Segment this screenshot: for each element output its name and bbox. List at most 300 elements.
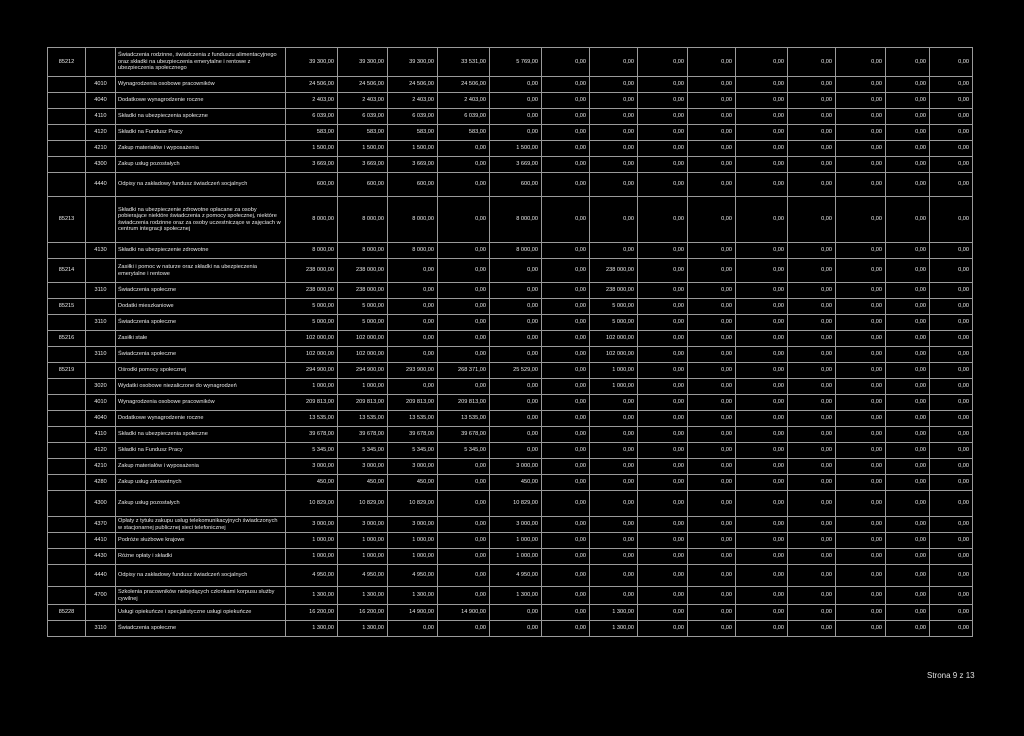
cell-value: 0,00 bbox=[788, 331, 836, 347]
cell-value: 0,00 bbox=[542, 605, 590, 621]
cell-value: 1 300,00 bbox=[286, 587, 338, 605]
cell-value: 0,00 bbox=[788, 491, 836, 517]
cell-value: 5 000,00 bbox=[338, 315, 388, 331]
cell-value: 0,00 bbox=[542, 443, 590, 459]
cell-value: 1 300,00 bbox=[338, 621, 388, 637]
cell-value: 0,00 bbox=[688, 173, 736, 197]
cell-value: 0,00 bbox=[930, 347, 973, 363]
cell-dzial bbox=[48, 93, 86, 109]
cell-value: 0,00 bbox=[438, 587, 490, 605]
cell-value: 0,00 bbox=[542, 259, 590, 283]
cell-value: 0,00 bbox=[930, 363, 973, 379]
cell-nazwa: Składki na Fundusz Pracy bbox=[116, 443, 286, 459]
cell-value: 0,00 bbox=[930, 173, 973, 197]
cell-value: 0,00 bbox=[490, 331, 542, 347]
cell-value: 1 300,00 bbox=[338, 587, 388, 605]
cell-value: 0,00 bbox=[590, 125, 638, 141]
table-row bbox=[48, 443, 973, 459]
cell-value: 0,00 bbox=[736, 173, 788, 197]
cell-nazwa: Zakup materiałów i wyposażenia bbox=[116, 141, 286, 157]
cell-dzial bbox=[48, 517, 86, 533]
cell-paragraf: 4120 bbox=[86, 125, 116, 141]
cell-value: 238 000,00 bbox=[338, 283, 388, 299]
cell-value: 3 000,00 bbox=[388, 517, 438, 533]
cell-value: 0,00 bbox=[736, 411, 788, 427]
cell-value: 0,00 bbox=[836, 475, 886, 491]
cell-value: 0,00 bbox=[836, 48, 886, 77]
cell-value: 39 300,00 bbox=[388, 48, 438, 77]
table-row bbox=[48, 299, 973, 315]
cell-value: 0,00 bbox=[542, 77, 590, 93]
cell-value: 6 039,00 bbox=[438, 109, 490, 125]
cell-value: 0,00 bbox=[930, 157, 973, 173]
cell-value: 0,00 bbox=[590, 77, 638, 93]
cell-value: 600,00 bbox=[338, 173, 388, 197]
table-row bbox=[48, 109, 973, 125]
cell-value: 0,00 bbox=[886, 259, 930, 283]
cell-dzial bbox=[48, 565, 86, 587]
cell-value: 0,00 bbox=[736, 141, 788, 157]
cell-value: 0,00 bbox=[836, 363, 886, 379]
cell-dzial bbox=[48, 443, 86, 459]
cell-paragraf: 3110 bbox=[86, 347, 116, 363]
cell-value: 0,00 bbox=[688, 299, 736, 315]
cell-value: 1 000,00 bbox=[388, 533, 438, 549]
cell-value: 0,00 bbox=[736, 93, 788, 109]
cell-value: 39 678,00 bbox=[286, 427, 338, 443]
cell-value: 0,00 bbox=[438, 141, 490, 157]
cell-value: 0,00 bbox=[638, 533, 688, 549]
cell-value: 0,00 bbox=[736, 243, 788, 259]
cell-dzial bbox=[48, 173, 86, 197]
cell-value: 1 000,00 bbox=[286, 379, 338, 395]
cell-value: 0,00 bbox=[638, 197, 688, 243]
cell-value: 0,00 bbox=[788, 565, 836, 587]
cell-value: 0,00 bbox=[590, 109, 638, 125]
cell-value: 1 500,00 bbox=[338, 141, 388, 157]
cell-value: 0,00 bbox=[590, 157, 638, 173]
cell-value: 0,00 bbox=[736, 533, 788, 549]
cell-nazwa: Składki na ubezpieczenie zdrowotne opłacane za osoby pobierające niektóre świadczenia z pomocy społecznej, niektóre świadczenia rodzinne oraz za osoby uczestniczące w zajęciach w centrum integracji społecznej bbox=[116, 197, 286, 243]
cell-value: 0,00 bbox=[688, 459, 736, 475]
cell-value: 102 000,00 bbox=[590, 331, 638, 347]
table-row bbox=[48, 379, 973, 395]
cell-value: 0,00 bbox=[886, 299, 930, 315]
cell-value: 0,00 bbox=[438, 299, 490, 315]
cell-value: 0,00 bbox=[688, 621, 736, 637]
cell-value: 0,00 bbox=[788, 315, 836, 331]
cell-value: 5 000,00 bbox=[590, 299, 638, 315]
cell-value: 0,00 bbox=[886, 283, 930, 299]
cell-value: 8 000,00 bbox=[388, 197, 438, 243]
cell-value: 0,00 bbox=[388, 259, 438, 283]
cell-value: 10 829,00 bbox=[388, 491, 438, 517]
cell-value: 0,00 bbox=[736, 587, 788, 605]
cell-value: 0,00 bbox=[688, 379, 736, 395]
cell-nazwa: Składki na ubezpieczenia społeczne bbox=[116, 427, 286, 443]
cell-value: 102 000,00 bbox=[286, 331, 338, 347]
cell-value: 209 813,00 bbox=[438, 395, 490, 411]
cell-value: 0,00 bbox=[836, 395, 886, 411]
cell-value: 238 000,00 bbox=[590, 283, 638, 299]
cell-value: 0,00 bbox=[736, 197, 788, 243]
cell-value: 0,00 bbox=[638, 125, 688, 141]
cell-value: 0,00 bbox=[736, 299, 788, 315]
cell-nazwa: Składki na ubezpieczenia społeczne bbox=[116, 109, 286, 125]
cell-value: 583,00 bbox=[438, 125, 490, 141]
cell-value: 0,00 bbox=[590, 141, 638, 157]
cell-value: 0,00 bbox=[836, 549, 886, 565]
cell-paragraf: 4040 bbox=[86, 93, 116, 109]
cell-value: 0,00 bbox=[388, 283, 438, 299]
cell-value: 2 403,00 bbox=[438, 93, 490, 109]
table-row bbox=[48, 197, 973, 243]
cell-value: 0,00 bbox=[788, 173, 836, 197]
cell-nazwa: Ośrodki pomocy społecznej bbox=[116, 363, 286, 379]
cell-value: 0,00 bbox=[736, 331, 788, 347]
cell-value: 0,00 bbox=[836, 77, 886, 93]
cell-value: 24 506,00 bbox=[438, 77, 490, 93]
table-row bbox=[48, 427, 973, 443]
cell-value: 5 345,00 bbox=[338, 443, 388, 459]
cell-value: 0,00 bbox=[638, 587, 688, 605]
cell-value: 5 345,00 bbox=[438, 443, 490, 459]
table-row bbox=[48, 141, 973, 157]
cell-paragraf: 4700 bbox=[86, 587, 116, 605]
cell-value: 0,00 bbox=[490, 125, 542, 141]
cell-value: 0,00 bbox=[688, 93, 736, 109]
cell-value: 0,00 bbox=[688, 125, 736, 141]
cell-value: 1 000,00 bbox=[286, 533, 338, 549]
cell-value: 0,00 bbox=[638, 411, 688, 427]
cell-value: 1 300,00 bbox=[490, 587, 542, 605]
cell-value: 1 000,00 bbox=[286, 549, 338, 565]
cell-paragraf: 4120 bbox=[86, 443, 116, 459]
cell-value: 0,00 bbox=[836, 93, 886, 109]
cell-value: 0,00 bbox=[886, 48, 930, 77]
cell-value: 8 000,00 bbox=[338, 197, 388, 243]
cell-value: 10 829,00 bbox=[338, 491, 388, 517]
cell-value: 0,00 bbox=[490, 259, 542, 283]
cell-paragraf: 4110 bbox=[86, 109, 116, 125]
cell-value: 0,00 bbox=[638, 243, 688, 259]
cell-value: 0,00 bbox=[930, 48, 973, 77]
cell-value: 0,00 bbox=[688, 157, 736, 173]
cell-value: 102 000,00 bbox=[338, 347, 388, 363]
cell-value: 1 000,00 bbox=[338, 533, 388, 549]
cell-value: 39 300,00 bbox=[338, 48, 388, 77]
cell-nazwa: Wynagrodzenia osobowe pracowników bbox=[116, 77, 286, 93]
cell-value: 0,00 bbox=[638, 517, 688, 533]
table-row bbox=[48, 48, 973, 77]
table-row bbox=[48, 363, 973, 379]
cell-value: 3 000,00 bbox=[338, 459, 388, 475]
cell-value: 0,00 bbox=[638, 363, 688, 379]
cell-dzial bbox=[48, 315, 86, 331]
cell-value: 0,00 bbox=[736, 491, 788, 517]
cell-value: 0,00 bbox=[438, 243, 490, 259]
cell-value: 0,00 bbox=[688, 259, 736, 283]
cell-value: 1 300,00 bbox=[590, 621, 638, 637]
cell-value: 0,00 bbox=[788, 379, 836, 395]
cell-value: 0,00 bbox=[438, 157, 490, 173]
cell-dzial: 85213 bbox=[48, 197, 86, 243]
cell-value: 1 300,00 bbox=[286, 621, 338, 637]
cell-value: 0,00 bbox=[836, 283, 886, 299]
cell-value: 102 000,00 bbox=[286, 347, 338, 363]
cell-value: 0,00 bbox=[490, 605, 542, 621]
cell-value: 0,00 bbox=[736, 621, 788, 637]
cell-nazwa: Podróże służbowe krajowe bbox=[116, 533, 286, 549]
cell-value: 0,00 bbox=[836, 125, 886, 141]
cell-value: 0,00 bbox=[638, 427, 688, 443]
cell-dzial bbox=[48, 621, 86, 637]
cell-value: 0,00 bbox=[736, 459, 788, 475]
cell-paragraf: 4010 bbox=[86, 395, 116, 411]
cell-value: 209 813,00 bbox=[388, 395, 438, 411]
cell-dzial bbox=[48, 243, 86, 259]
cell-value: 0,00 bbox=[788, 125, 836, 141]
cell-paragraf: 4210 bbox=[86, 459, 116, 475]
cell-value: 2 403,00 bbox=[388, 93, 438, 109]
cell-value: 0,00 bbox=[736, 565, 788, 587]
cell-value: 0,00 bbox=[542, 141, 590, 157]
cell-value: 450,00 bbox=[388, 475, 438, 491]
cell-value: 4 950,00 bbox=[286, 565, 338, 587]
cell-nazwa: Świadczenia społeczne bbox=[116, 315, 286, 331]
cell-value: 0,00 bbox=[542, 565, 590, 587]
cell-value: 2 403,00 bbox=[286, 93, 338, 109]
cell-value: 4 950,00 bbox=[490, 565, 542, 587]
cell-value: 0,00 bbox=[438, 315, 490, 331]
cell-value: 0,00 bbox=[930, 549, 973, 565]
cell-value: 1 500,00 bbox=[490, 141, 542, 157]
cell-value: 0,00 bbox=[736, 283, 788, 299]
cell-value: 0,00 bbox=[886, 475, 930, 491]
cell-value: 0,00 bbox=[638, 93, 688, 109]
cell-value: 0,00 bbox=[836, 347, 886, 363]
cell-value: 600,00 bbox=[286, 173, 338, 197]
cell-nazwa: Składki na Fundusz Pracy bbox=[116, 125, 286, 141]
cell-value: 0,00 bbox=[836, 243, 886, 259]
cell-value: 0,00 bbox=[836, 173, 886, 197]
cell-value: 10 829,00 bbox=[490, 491, 542, 517]
cell-nazwa: Dodatkowe wynagrodzenie roczne bbox=[116, 93, 286, 109]
cell-value: 0,00 bbox=[688, 197, 736, 243]
cell-value: 1 000,00 bbox=[338, 549, 388, 565]
cell-value: 238 000,00 bbox=[286, 259, 338, 283]
cell-value: 0,00 bbox=[590, 565, 638, 587]
cell-value: 0,00 bbox=[638, 259, 688, 283]
cell-dzial bbox=[48, 125, 86, 141]
cell-value: 16 200,00 bbox=[286, 605, 338, 621]
cell-dzial bbox=[48, 427, 86, 443]
cell-value: 0,00 bbox=[736, 363, 788, 379]
cell-paragraf bbox=[86, 605, 116, 621]
cell-value: 0,00 bbox=[542, 173, 590, 197]
cell-value: 0,00 bbox=[590, 48, 638, 77]
cell-value: 0,00 bbox=[736, 443, 788, 459]
cell-value: 0,00 bbox=[688, 533, 736, 549]
cell-value: 4 950,00 bbox=[388, 565, 438, 587]
cell-value: 0,00 bbox=[886, 197, 930, 243]
cell-value: 0,00 bbox=[886, 141, 930, 157]
cell-value: 0,00 bbox=[688, 565, 736, 587]
cell-value: 0,00 bbox=[930, 259, 973, 283]
cell-value: 0,00 bbox=[438, 517, 490, 533]
cell-value: 0,00 bbox=[542, 363, 590, 379]
cell-value: 8 000,00 bbox=[388, 243, 438, 259]
cell-value: 0,00 bbox=[542, 587, 590, 605]
table-row bbox=[48, 533, 973, 549]
cell-value: 0,00 bbox=[542, 157, 590, 173]
cell-value: 0,00 bbox=[886, 459, 930, 475]
cell-value: 0,00 bbox=[736, 125, 788, 141]
table-row bbox=[48, 549, 973, 565]
cell-value: 0,00 bbox=[638, 299, 688, 315]
cell-value: 0,00 bbox=[590, 427, 638, 443]
cell-nazwa: Składki na ubezpieczenie zdrowotne bbox=[116, 243, 286, 259]
cell-value: 0,00 bbox=[688, 443, 736, 459]
cell-value: 3 669,00 bbox=[338, 157, 388, 173]
cell-value: 5 000,00 bbox=[286, 299, 338, 315]
cell-value: 13 535,00 bbox=[388, 411, 438, 427]
cell-value: 0,00 bbox=[930, 283, 973, 299]
cell-value: 0,00 bbox=[788, 395, 836, 411]
cell-value: 1 000,00 bbox=[388, 549, 438, 565]
cell-value: 0,00 bbox=[886, 243, 930, 259]
cell-value: 0,00 bbox=[590, 475, 638, 491]
cell-value: 0,00 bbox=[490, 443, 542, 459]
cell-value: 0,00 bbox=[542, 315, 590, 331]
cell-value: 0,00 bbox=[590, 587, 638, 605]
cell-value: 0,00 bbox=[930, 443, 973, 459]
cell-value: 0,00 bbox=[788, 299, 836, 315]
cell-value: 0,00 bbox=[590, 533, 638, 549]
cell-value: 0,00 bbox=[736, 347, 788, 363]
cell-dzial bbox=[48, 475, 86, 491]
cell-nazwa: Zakup usług pozostałych bbox=[116, 491, 286, 517]
cell-dzial bbox=[48, 157, 86, 173]
cell-value: 0,00 bbox=[438, 621, 490, 637]
cell-value: 0,00 bbox=[388, 621, 438, 637]
cell-value: 0,00 bbox=[688, 587, 736, 605]
cell-nazwa: Zakup usług pozostałych bbox=[116, 157, 286, 173]
cell-value: 0,00 bbox=[438, 459, 490, 475]
cell-value: 0,00 bbox=[638, 315, 688, 331]
cell-paragraf: 4440 bbox=[86, 565, 116, 587]
cell-value: 0,00 bbox=[836, 533, 886, 549]
cell-value: 0,00 bbox=[542, 491, 590, 517]
cell-value: 0,00 bbox=[638, 549, 688, 565]
cell-nazwa: Zasiłki i pomoc w naturze oraz składki na ubezpieczenia emerytalne i rentowe bbox=[116, 259, 286, 283]
cell-value: 0,00 bbox=[836, 587, 886, 605]
cell-value: 0,00 bbox=[788, 259, 836, 283]
cell-value: 3 000,00 bbox=[388, 459, 438, 475]
cell-value: 0,00 bbox=[388, 315, 438, 331]
table-row bbox=[48, 411, 973, 427]
cell-value: 0,00 bbox=[788, 197, 836, 243]
cell-value: 0,00 bbox=[736, 549, 788, 565]
cell-value: 0,00 bbox=[438, 197, 490, 243]
cell-value: 0,00 bbox=[836, 379, 886, 395]
cell-value: 0,00 bbox=[490, 77, 542, 93]
cell-value: 8 000,00 bbox=[286, 243, 338, 259]
table-row bbox=[48, 475, 973, 491]
cell-nazwa: Wydatki osobowe niezaliczone do wynagrodzeń bbox=[116, 379, 286, 395]
cell-value: 102 000,00 bbox=[590, 347, 638, 363]
table-row bbox=[48, 93, 973, 109]
cell-value: 0,00 bbox=[788, 549, 836, 565]
cell-value: 6 039,00 bbox=[388, 109, 438, 125]
cell-value: 1 000,00 bbox=[338, 379, 388, 395]
cell-value: 0,00 bbox=[788, 347, 836, 363]
cell-value: 0,00 bbox=[930, 565, 973, 587]
cell-value: 450,00 bbox=[338, 475, 388, 491]
cell-value: 1 000,00 bbox=[490, 549, 542, 565]
table-row bbox=[48, 347, 973, 363]
cell-dzial bbox=[48, 459, 86, 475]
cell-value: 5 345,00 bbox=[286, 443, 338, 459]
table-row bbox=[48, 243, 973, 259]
cell-value: 0,00 bbox=[688, 283, 736, 299]
cell-paragraf: 4010 bbox=[86, 77, 116, 93]
cell-value: 0,00 bbox=[930, 621, 973, 637]
cell-value: 0,00 bbox=[886, 157, 930, 173]
cell-value: 0,00 bbox=[886, 411, 930, 427]
cell-value: 0,00 bbox=[688, 605, 736, 621]
cell-paragraf: 4040 bbox=[86, 411, 116, 427]
cell-dzial bbox=[48, 549, 86, 565]
cell-value: 0,00 bbox=[736, 48, 788, 77]
cell-value: 0,00 bbox=[688, 549, 736, 565]
cell-value: 0,00 bbox=[542, 283, 590, 299]
cell-value: 0,00 bbox=[836, 141, 886, 157]
cell-value: 0,00 bbox=[638, 347, 688, 363]
cell-value: 0,00 bbox=[688, 48, 736, 77]
cell-value: 0,00 bbox=[542, 299, 590, 315]
cell-value: 0,00 bbox=[590, 491, 638, 517]
cell-value: 0,00 bbox=[930, 459, 973, 475]
cell-nazwa: Odpisy na zakładowy fundusz świadczeń socjalnych bbox=[116, 565, 286, 587]
cell-value: 0,00 bbox=[388, 331, 438, 347]
cell-value: 3 000,00 bbox=[490, 517, 542, 533]
cell-value: 0,00 bbox=[930, 379, 973, 395]
cell-value: 0,00 bbox=[438, 283, 490, 299]
cell-value: 0,00 bbox=[788, 93, 836, 109]
cell-nazwa: Dodatki mieszkaniowe bbox=[116, 299, 286, 315]
cell-value: 0,00 bbox=[688, 427, 736, 443]
cell-paragraf bbox=[86, 299, 116, 315]
cell-value: 102 000,00 bbox=[338, 331, 388, 347]
cell-value: 0,00 bbox=[788, 109, 836, 125]
cell-value: 33 531,00 bbox=[438, 48, 490, 77]
cell-value: 0,00 bbox=[542, 621, 590, 637]
cell-value: 39 678,00 bbox=[388, 427, 438, 443]
cell-value: 0,00 bbox=[438, 173, 490, 197]
cell-value: 5 000,00 bbox=[338, 299, 388, 315]
cell-value: 0,00 bbox=[736, 379, 788, 395]
cell-value: 0,00 bbox=[836, 517, 886, 533]
cell-value: 5 000,00 bbox=[590, 315, 638, 331]
cell-value: 0,00 bbox=[736, 475, 788, 491]
cell-value: 0,00 bbox=[542, 459, 590, 475]
cell-value: 0,00 bbox=[886, 549, 930, 565]
cell-value: 0,00 bbox=[886, 125, 930, 141]
cell-value: 3 669,00 bbox=[286, 157, 338, 173]
cell-value: 0,00 bbox=[438, 549, 490, 565]
cell-value: 0,00 bbox=[886, 491, 930, 517]
